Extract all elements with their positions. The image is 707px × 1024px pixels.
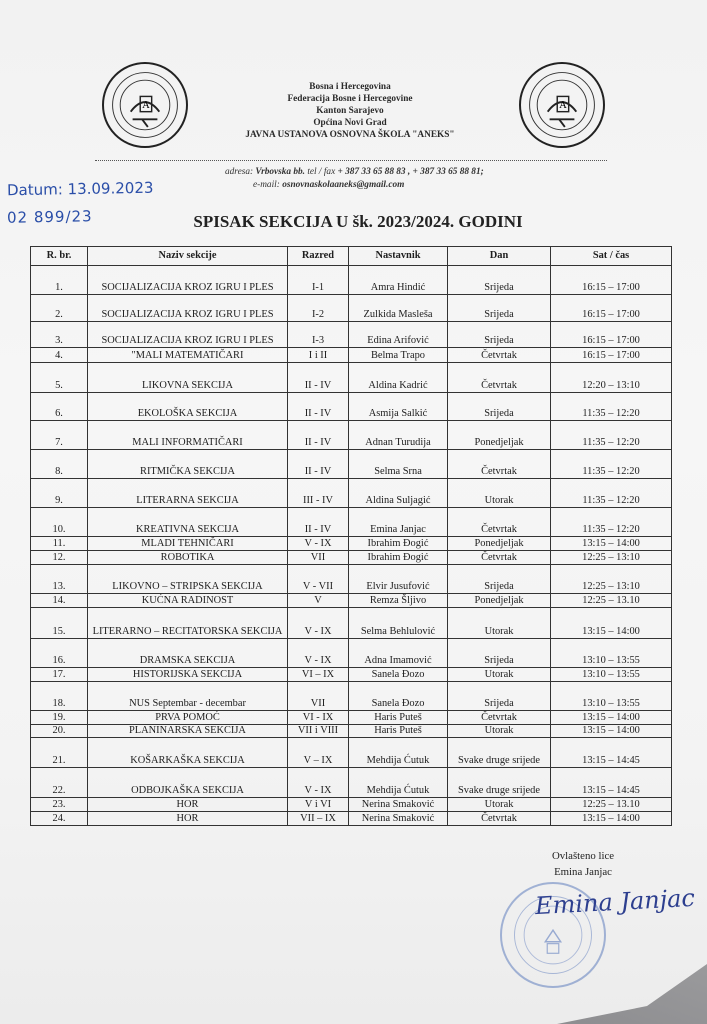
grade-cell: V - VII — [288, 565, 349, 594]
section-name-cell: ODBOJKAŠKA SEKCIJA — [88, 768, 288, 798]
time-cell: 13:15 – 14:00 — [551, 711, 672, 725]
section-name-cell: ROBOTIKA — [88, 551, 288, 565]
day-cell: Srijeda — [448, 295, 551, 322]
row-number-cell: 9. — [31, 479, 88, 508]
tel-value: + 387 33 65 88 83 , + 387 33 65 88 81; — [337, 167, 484, 177]
teacher-cell: Selma Behlulović — [349, 608, 448, 639]
grade-cell: V - IX — [288, 768, 349, 798]
school-logo-left — [102, 62, 188, 148]
email-value: osnovnaskolaaneks@gmail.com — [282, 180, 405, 190]
row-number-cell: 21. — [31, 738, 88, 768]
signer-name: Emina Janjac — [554, 866, 612, 878]
row-number-cell: 16. — [31, 639, 88, 668]
table-row — [31, 551, 672, 565]
teacher-cell: Sanela Đozo — [349, 668, 448, 682]
time-cell: 11:35 – 12:20 — [551, 508, 672, 537]
letterhead-line: Općina Novi Grad — [313, 118, 387, 128]
address-value: Vrbovska bb. — [255, 167, 305, 177]
teacher-cell: Belma Trapo — [349, 348, 448, 363]
day-cell: Ponedjeljak — [448, 537, 551, 551]
grade-cell: I-1 — [288, 266, 349, 295]
row-number-cell: 8. — [31, 450, 88, 479]
header-row-number: R. br. — [31, 247, 88, 266]
teacher-cell: Haris Puteš — [349, 711, 448, 725]
day-cell: Srijeda — [448, 639, 551, 668]
teacher-cell: Elvir Jusufović — [349, 565, 448, 594]
table-body — [31, 266, 672, 826]
day-cell: Utorak — [448, 479, 551, 508]
section-name-cell: PRVA POMOĆ — [88, 711, 288, 725]
row-number-cell: 18. — [31, 682, 88, 711]
section-name-cell: PLANINARSKA SEKCIJA — [88, 725, 288, 738]
time-cell: 16:15 – 17:00 — [551, 322, 672, 348]
time-cell: 13:15 – 14:45 — [551, 768, 672, 798]
grade-cell: II - IV — [288, 508, 349, 537]
section-name-cell: HOR — [88, 812, 288, 826]
day-cell: Četvrtak — [448, 812, 551, 826]
document-title: SPISAK SEKCIJA U šk. 2023/2024. GODINI — [193, 212, 523, 231]
row-number-cell: 4. — [31, 348, 88, 363]
time-cell: 13:15 – 14:45 — [551, 738, 672, 768]
time-cell: 13:10 – 13:55 — [551, 682, 672, 711]
day-cell: Srijeda — [448, 565, 551, 594]
row-number-cell: 3. — [31, 322, 88, 348]
day-cell: Utorak — [448, 725, 551, 738]
table-row — [31, 421, 672, 450]
teacher-cell: Sanela Đozo — [349, 682, 448, 711]
day-cell: Srijeda — [448, 682, 551, 711]
day-cell: Četvrtak — [448, 450, 551, 479]
time-cell: 16:15 – 17:00 — [551, 348, 672, 363]
section-name-cell: DRAMSKA SEKCIJA — [88, 639, 288, 668]
table-row — [31, 266, 672, 295]
section-name-cell: SOCIJALIZACIJA KROZ IGRU I PLES — [88, 322, 288, 348]
time-cell: 16:15 – 17:00 — [551, 295, 672, 322]
row-number-cell: 10. — [31, 508, 88, 537]
letterhead-line: JAVNA USTANOVA OSNOVNA ŠKOLA "ANEKS" — [245, 130, 455, 140]
section-name-cell: MLADI TEHNIČARI — [88, 537, 288, 551]
time-cell: 13:15 – 14:00 — [551, 812, 672, 826]
grade-cell: VII i VIII — [288, 725, 349, 738]
letterhead-line: Bosna i Hercegovina — [309, 82, 391, 92]
day-cell: Svake druge srijede — [448, 738, 551, 768]
section-name-cell: "MALI MATEMATIČARI — [88, 348, 288, 363]
table-row — [31, 711, 672, 725]
email-label: e-mail: — [253, 180, 280, 190]
table-row — [31, 812, 672, 826]
day-cell: Četvrtak — [448, 348, 551, 363]
grade-cell: II - IV — [288, 421, 349, 450]
table-row — [31, 450, 672, 479]
teacher-cell: Aldina Kadrić — [349, 363, 448, 393]
address-label: adresa: — [225, 167, 254, 177]
teacher-cell: Selma Srna — [349, 450, 448, 479]
handwritten-reference-number: 02 899/23 — [6, 207, 93, 227]
grade-cell: VII — [288, 551, 349, 565]
row-number-cell: 1. — [31, 266, 88, 295]
header-section-name: Naziv sekcije — [88, 247, 288, 266]
grade-cell: II - IV — [288, 450, 349, 479]
time-cell: 12:25 – 13.10 — [551, 594, 672, 608]
table-row — [31, 738, 672, 768]
row-number-cell: 13. — [31, 565, 88, 594]
grade-cell: VII – IX — [288, 812, 349, 826]
table-row — [31, 348, 672, 363]
day-cell: Ponedjeljak — [448, 421, 551, 450]
letterhead-line: Kanton Sarajevo — [316, 106, 384, 116]
grade-cell: I-2 — [288, 295, 349, 322]
section-name-cell: KREATIVNA SEKCIJA — [88, 508, 288, 537]
table-row — [31, 668, 672, 682]
teacher-cell: Ibrahim Đogić — [349, 537, 448, 551]
section-name-cell: KUĆNA RADINOST — [88, 594, 288, 608]
teacher-cell: Emina Janjac — [349, 508, 448, 537]
day-cell: Četvrtak — [448, 508, 551, 537]
time-cell: 11:35 – 12:20 — [551, 421, 672, 450]
header-teacher: Nastavnik — [349, 247, 448, 266]
section-name-cell: SOCIJALIZACIJA KROZ IGRU I PLES — [88, 266, 288, 295]
grade-cell: III - IV — [288, 479, 349, 508]
header-time: Sat / čas — [551, 247, 672, 266]
row-number-cell: 5. — [31, 363, 88, 393]
section-name-cell: HOR — [88, 798, 288, 812]
day-cell: Četvrtak — [448, 363, 551, 393]
day-cell: Svake druge srijede — [448, 768, 551, 798]
row-number-cell: 7. — [31, 421, 88, 450]
letterhead — [200, 81, 500, 141]
table-row — [31, 479, 672, 508]
table-row — [31, 798, 672, 812]
grade-cell: V — [288, 594, 349, 608]
teacher-cell: Asmija Salkić — [349, 393, 448, 421]
svg-text:A: A — [559, 99, 567, 111]
table-row — [31, 565, 672, 594]
teacher-cell: Zulkida Masleša — [349, 295, 448, 322]
section-name-cell: EKOLOŠKA SEKCIJA — [88, 393, 288, 421]
table-row — [31, 393, 672, 421]
signature-block — [528, 848, 638, 880]
table-row — [31, 537, 672, 551]
grade-cell: II - IV — [288, 363, 349, 393]
day-cell: Četvrtak — [448, 551, 551, 565]
teacher-cell: Ibrahim Đogić — [349, 551, 448, 565]
teacher-cell: Haris Puteš — [349, 725, 448, 738]
time-cell: 12:25 – 13:10 — [551, 565, 672, 594]
teacher-cell: Adnan Turudija — [349, 421, 448, 450]
section-name-cell: HISTORIJSKA SEKCIJA — [88, 668, 288, 682]
section-name-cell: SOCIJALIZACIJA KROZ IGRU I PLES — [88, 295, 288, 322]
table-row — [31, 363, 672, 393]
row-number-cell: 12. — [31, 551, 88, 565]
row-number-cell: 2. — [31, 295, 88, 322]
tel-label: tel / fax — [307, 167, 336, 177]
section-name-cell: LITERARNO – RECITATORSKA SEKCIJA — [88, 608, 288, 639]
time-cell: 11:35 – 12:20 — [551, 450, 672, 479]
handwritten-date: Datum: 13.09.2023 — [6, 178, 154, 200]
day-cell: Srijeda — [448, 322, 551, 348]
row-number-cell: 19. — [31, 711, 88, 725]
grade-cell: V – IX — [288, 738, 349, 768]
day-cell: Ponedjeljak — [448, 594, 551, 608]
table-row — [31, 508, 672, 537]
handwritten-signature: Emina Janjac — [534, 883, 696, 921]
time-cell: 13:15 – 14:00 — [551, 725, 672, 738]
row-number-cell: 23. — [31, 798, 88, 812]
teacher-cell: Edina Arifović — [349, 322, 448, 348]
grade-cell: VII — [288, 682, 349, 711]
time-cell: 12:25 – 13.10 — [551, 798, 672, 812]
time-cell: 13:15 – 14:00 — [551, 537, 672, 551]
time-cell: 11:35 – 12:20 — [551, 479, 672, 508]
school-logo-right — [519, 62, 605, 148]
dotted-divider — [95, 160, 607, 161]
time-cell: 16:15 – 17:00 — [551, 266, 672, 295]
row-number-cell: 11. — [31, 537, 88, 551]
row-number-cell: 6. — [31, 393, 88, 421]
teacher-cell: Nerina Smaković — [349, 812, 448, 826]
contact-info — [225, 166, 555, 192]
time-cell: 13:10 – 13:55 — [551, 668, 672, 682]
teacher-cell: Amra Hindić — [349, 266, 448, 295]
time-cell: 12:25 – 13:10 — [551, 551, 672, 565]
svg-text:A: A — [142, 99, 150, 111]
sections-table — [30, 246, 672, 826]
grade-cell: VI - IX — [288, 711, 349, 725]
day-cell: Utorak — [448, 798, 551, 812]
header-grade: Razred — [288, 247, 349, 266]
day-cell: Utorak — [448, 668, 551, 682]
grade-cell: I-3 — [288, 322, 349, 348]
time-cell: 13:10 – 13:55 — [551, 639, 672, 668]
time-cell: 12:20 – 13:10 — [551, 363, 672, 393]
section-name-cell: KOŠARKAŠKA SEKCIJA — [88, 738, 288, 768]
teacher-cell: Remza Šljivo — [349, 594, 448, 608]
teacher-cell: Mehdija Ćutuk — [349, 738, 448, 768]
table-header-row — [31, 247, 672, 266]
row-number-cell: 17. — [31, 668, 88, 682]
row-number-cell: 20. — [31, 725, 88, 738]
grade-cell: I i II — [288, 348, 349, 363]
time-cell: 13:15 – 14:00 — [551, 608, 672, 639]
section-name-cell: NUS Septembar - decembar — [88, 682, 288, 711]
section-name-cell: LIKOVNO – STRIPSKA SEKCIJA — [88, 565, 288, 594]
section-name-cell: MALI INFORMATIČARI — [88, 421, 288, 450]
grade-cell: V i VI — [288, 798, 349, 812]
table-row — [31, 594, 672, 608]
row-number-cell: 22. — [31, 768, 88, 798]
grade-cell: V - IX — [288, 608, 349, 639]
row-number-cell: 24. — [31, 812, 88, 826]
grade-cell: VI – IX — [288, 668, 349, 682]
row-number-cell: 15. — [31, 608, 88, 639]
table-row — [31, 682, 672, 711]
grade-cell: V - IX — [288, 639, 349, 668]
header-day: Dan — [448, 247, 551, 266]
grade-cell: II - IV — [288, 393, 349, 421]
day-cell: Srijeda — [448, 393, 551, 421]
teacher-cell: Mehdija Ćutuk — [349, 768, 448, 798]
table-row — [31, 768, 672, 798]
day-cell: Utorak — [448, 608, 551, 639]
teacher-cell: Adna Imamović — [349, 639, 448, 668]
teacher-cell: Nerina Smaković — [349, 798, 448, 812]
table-row — [31, 725, 672, 738]
day-cell: Četvrtak — [448, 711, 551, 725]
day-cell: Srijeda — [448, 266, 551, 295]
grade-cell: V - IX — [288, 537, 349, 551]
table-row — [31, 608, 672, 639]
table-row — [31, 639, 672, 668]
table-row — [31, 322, 672, 348]
letterhead-line: Federacija Bosne i Hercegovine — [287, 94, 413, 104]
section-name-cell: LIKOVNA SEKCIJA — [88, 363, 288, 393]
section-name-cell: LITERARNA SEKCIJA — [88, 479, 288, 508]
row-number-cell: 14. — [31, 594, 88, 608]
table-row — [31, 295, 672, 322]
teacher-cell: Aldina Suljagić — [349, 479, 448, 508]
signer-role: Ovlašteno lice — [551, 850, 615, 862]
section-name-cell: RITMIČKA SEKCIJA — [88, 450, 288, 479]
time-cell: 11:35 – 12:20 — [551, 393, 672, 421]
